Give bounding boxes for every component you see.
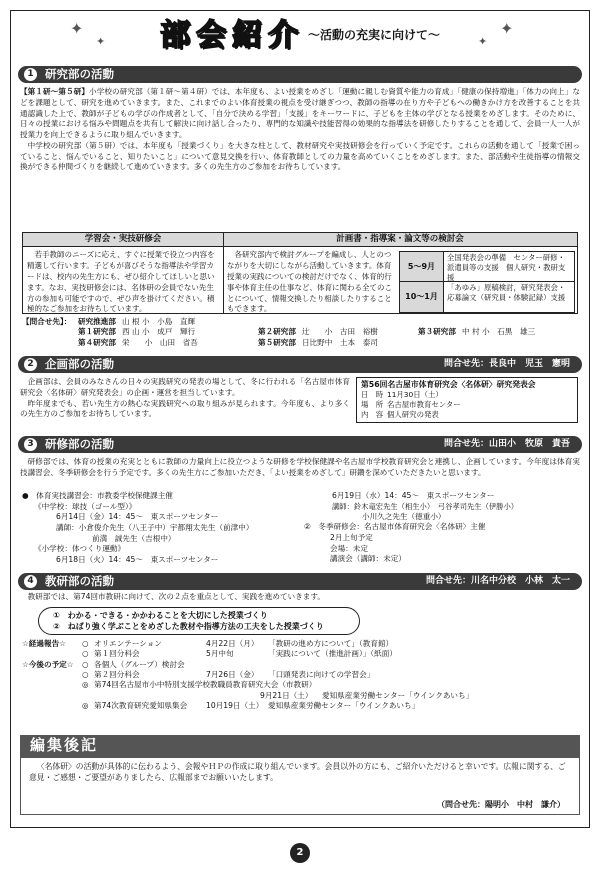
section-1-para-1: 小学校の研究部（第１研～第４研）では、本年度も、よい授業をめざし「運動に親しむ資質や能力の育成」「健康の保持増進」「体力の向上」などを課題として、研究を進めていきます。また、これまでのよい体育授業の視点を受け継ぎつつ、教師の指導の在り方や子どもへの働きかけ方を改善することを共通認識した上で、教師が子どもの学びの作成者として、「自分で決める学習」「支援」をキーワードに、子どもを主体の学びとなる授業をめざします。そのために、日々の授業における悩みや問題点を共有して解決に向け話し合ったり、専門的な知識や技能習得の効果的な指導法を研修したりすることを通して、会員一人一人が授業力を向上できるように取り組んでいきます。 [20,87,580,140]
schedule-row [400,252,574,282]
schedule-content: 全国発表会の準備 センター研修・派遣員等の支援 個人研究・教研支援 [447,253,566,282]
contact-item: 第４研究部 栄 小 山田 省吾 [78,337,198,347]
schedule-row [400,282,574,312]
event-row: 場 所 名古屋市教育センター [361,400,461,410]
section-number: 2 [24,358,37,371]
section-heading: 教研部の活動 [45,574,114,589]
section-1-header [18,66,582,83]
section-heading: 研究部の活動 [45,67,114,82]
schedule-row: ◎ 第74次教育研究愛知県集会 10月19日（土） 愛知県産業労働センター「ウインクあいち」 [82,700,420,710]
event-row: 内 容 個人研究の発表 [361,409,439,419]
schedule-row: ☆今後の予定☆ ○ 各個人（グループ）検討会 [22,659,185,669]
page-number: 2 [290,843,310,863]
section-contact: 問合せ先：川名中分校 小林 太一 [425,576,570,587]
contacts-lead: 【問合せ先】： [22,317,72,326]
section-2-para-1: 企画部は、会員のみなさんの日々の実践研究の発表の場として、冬に行われる「名古屋市体育研究会〈名体研〉研究発表会」の企画・運営を担当しています。 [20,377,350,397]
section-number: 1 [24,68,37,81]
event-row: 日 時 11月30日（土） [361,390,443,400]
title-sub: ～活動の充実に向けて～ [307,28,440,43]
contact-item: 第２研究部 辻 小 古田 裕樹 [258,327,378,337]
contact-item: 研究推進部 山 根 小 小島 直輝 [78,317,196,326]
contact-item: 第３研究部 中 村 小 石黒 雄三 [418,327,536,337]
contact-row [22,317,535,327]
schedule-row: 9月21日（土） 愛知県産業労働センター「ウインクあいち」 [260,690,474,700]
section-4-intro: 教研部では、第74回市教研に向けて、次の２点を重点として、実践を進めていきます。 [27,592,325,601]
star-decoration: ✦ [500,19,514,38]
event-info-box [356,377,578,423]
contact-item: 第１研究部 西 山 小 成戸 輝行 [78,327,196,337]
star-decoration: ✦ [478,35,488,48]
section-heading: 企画部の活動 [45,357,114,372]
section-number: 4 [24,575,37,588]
page-title [120,16,480,56]
contact-row [22,327,535,337]
schedule-row: ◎ 第74回名古屋市小中特別支援学校教職員教育研究大会（市教研） [82,680,317,690]
table-header-review: 計画書・指導案・論文等の検討会 [223,233,577,247]
review-description: 各研究部内で検討グループを編成し、人とのつながりを大切にしながら活動していきます。体育授業の実践についての検討だけでなく、体育的行事や体育主任の仕事など、体育に関わる全てのことについて、情報交換したり相談したりすることもできます。 [227,250,392,314]
section-contact: 問合せ先：山田小 牧原 貴吾 [443,439,570,450]
section-heading: 研修部の活動 [45,437,114,452]
schedule-row: ○ 第２回分科会 7月26日（金） 「口頭発表に向けての学習会」 [82,669,375,679]
workshop-description: 若手教師のニーズに応え、すぐに授業で役立つ内容を精選して行います。子どもが喜びそうな指導法や学習カードは、校内の先生方にも、ぜひ紹介してほしいと思います。なお、実技研修会には、名体研の会員でない先生方の参加も可能ですので、ぜひ声を掛けてください。積極的なご参加をお待ちしています。 [27,250,215,314]
research-contacts [22,317,535,348]
postscript-contact: （問合せ先：陽明小 中村 謙介） [437,800,565,810]
contact-row [22,338,535,348]
schedule-period: 10～1月 [400,282,444,312]
postscript-text: 〈名体研〉の活動が具体的に伝わるよう、会報やＨＰの作成に取り組んでいます。会員以外の方にも、ご紹介いただけると幸いです。広報に関する、ご意見・ご感想・ご要望がありましたら、広報部までお願いいたします。 [29,762,566,783]
section-contact: 問合せ先：長良中 児玉 憲明 [443,359,570,370]
teaching-research-schedule [22,639,473,711]
activities-table [22,232,578,314]
section-number: 3 [24,438,37,451]
focus-point: ② ねばり強く学ぶことをめざした教材や指導方法の工夫をした授業づくり [53,622,324,632]
section-3-header [18,436,582,453]
schedule-content: 「あゆみ」原稿検討，研究発表会・応募論文（研究員・体験記録）支援 [447,283,566,302]
section-1-body [20,87,580,173]
schedule-period: 5～9月 [400,252,444,281]
section-1-para-2: 中学校の研究部（第５研）では、本年度も「授業づくり」を大きな柱として、教材研究や実技研修会を行っていく予定です。これらの活動を通して「授業で困っていること、悩んでいること、知りたいこと」について意見交換を行い、体育教師としての力量を高めていくことをめざします。また、部活動や生徒指導の情報交換ができる仲間づくりを継続して進めていきます。多くの先生方のご参加をお待ちしています。 [20,140,580,172]
winter-workshop-list: 6月19日（水）14：45～ 東スポーツセンター 講師：鈴木竜宏先生（相生小） 弓谷孝司先生（伊勝小） 小川久之先生（徳重小） ② 冬季研修会：名古屋市体育研究会〈名体研〉主催 2月上旬予定 会場：未定 講演会（講師：未定） [304,491,519,564]
star-decoration: ✦ [70,19,84,38]
section-2-header [18,356,582,373]
section-2-para-2: 昨年度までも、若い先生方の熱心な実践研究への取り組みが見られます。今年度も、より多くの先生方のご参加をお待ちしています。 [20,398,350,419]
review-schedule [399,251,575,313]
section-4-header [18,573,582,590]
event-title: 第56回名古屋市体育研究会〈名体研〉研究発表会 [361,380,536,389]
table-divider [223,233,224,313]
practical-workshop-list: ● 体育実技講習会：市教委学校保健課主催 《中学校：球技（ゴール型）》 6月14日（金）14：45～ 東スポーツセンター 講師：小倉俊介先生（八王子中）宇都翔太先生（前津中） 前満 誠先生（吉根中） 《小学校：体つくり運動》 6月18日（火）14：45～ 東スポーツセンター [22,491,254,564]
title-main: 部会紹介 [159,17,304,53]
focus-point: ① わかる・できる・かかわることを大切にした授業づくり [53,611,268,620]
lab-range-label: 【第１研～第５研】 [20,87,90,96]
schedule-row: ○ 第１回分科会 5月中旬 「実践について（推進計画）」（紙面） [82,649,397,659]
star-decoration: ✦ [96,35,106,48]
section-3-intro: 研修部では、体育の授業の充実とともに教師の力量向上に役立つような研修を学校保健課や名古屋市学校教育研究会と連携し、企画しています。今年度は体育実技講習会、冬季研修会を行う予定です。多くの先生方にご参加いただき、「よい授業をめざして」研鑽を深めていただきたいと思います。 [20,457,580,477]
section-2-body [20,377,350,420]
postscript-heading: 編集後記 [20,735,580,757]
table-header-workshop: 学習会・実技研修会 [23,233,223,247]
contact-item: 第５研究部 日比野中 土本 泰司 [258,337,378,347]
postscript-box [20,757,580,815]
schedule-row: ☆経過報告☆ ○ オリエンテーション 4月22日（月） 「教研の進め方について」（教育館） [22,639,394,648]
focus-points-box [38,607,360,635]
